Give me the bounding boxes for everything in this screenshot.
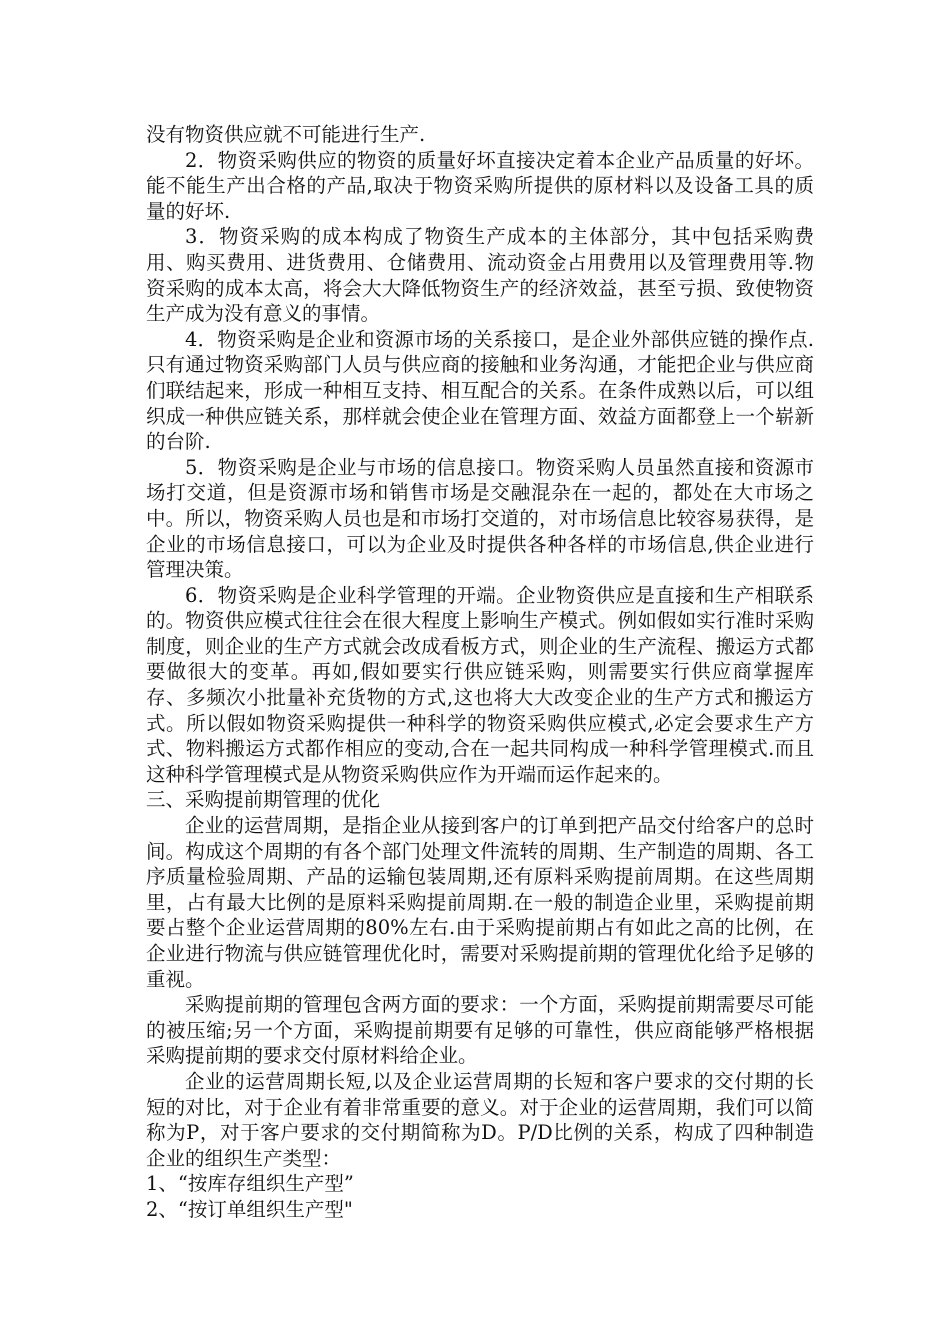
paragraph-point-4: 4．物资采购是企业和资源市场的关系接口，是企业外部供应链的操作点.只有通过物资采购部门人员与供应商的接触和业务沟通，才能把企业与供应商们联结起来，形成一种相互支持、相互配合的关系。在条件成熟以后，可以组织成一种供应链关系，那样就会使企业在管理方面、效益方面都登上一个崭新的台阶.	[146, 327, 814, 454]
document-page	[146, 122, 814, 1223]
section-heading: 三、采购提前期管理的优化	[146, 788, 381, 812]
paragraph-pd-ratio: 企业的运营周期长短,以及企业运营周期的长短和客户要求的交付期的长短的对比，对于企业有着非常重要的意义。对于企业的运营周期，我们可以简称为P，对于客户要求的交付期简称为D。P/D比例的关系，构成了四种制造企业的组织生产类型：	[146, 1069, 814, 1170]
paragraph-point-2: 2．物资采购供应的物资的质量好坏直接决定着本企业产品质量的好坏。能不能生产出合格的产品,取决于物资采购所提供的原材料以及设备工具的质量的好坏.	[146, 148, 814, 223]
paragraph-operating-cycle: 企业的运营周期，是指企业从接到客户的订单到把产品交付给客户的总时间。构成这个周期的有各个部门处理文件流转的周期、生产制造的周期、各工序质量检验周期、产品的运输包装周期,还有原料采购提前周期。在这些周期里，占有最大比例的是原料采购提前周期.在一般的制造企业里，采购提前期要占整个企业运营周期的80%左右.由于采购提前期占有如此之高的比例，在企业进行物流与供应链管理优化时，需要对采购提前期的管理优化给予足够的重视。	[146, 814, 814, 991]
paragraph-point-3: 3．物资采购的成本构成了物资生产成本的主体部分，其中包括采购费用、购买费用、进货费用、仓储费用、流动资金占用费用以及管理费用等.物资采购的成本太高，将会大大降低物资生产的经济效益，甚至亏损、致使物资生产成为没有意义的事情。	[146, 225, 814, 326]
paragraph-lead-time-requirements: 采购提前期的管理包含两方面的要求：一个方面，采购提前期需要尽可能的被压缩;另一个方面，采购提前期要有足够的可靠性，供应商能够严格根据采购提前期的要求交付原材料给企业。	[146, 993, 814, 1068]
list-item-make-to-order: 2、“按订单组织生产型"	[146, 1197, 353, 1221]
paragraph-point-6: 6．物资采购是企业科学管理的开端。企业物资供应是直接和生产相联系的。物资供应模式往往会在很大程度上影响生产模式。例如假如实行准时采购制度，则企业的生产方式就会改成看板方式，则企业的生产流程、搬运方式都要做很大的变革。再如,假如要实行供应链采购，则需要实行供应商掌握库存、多频次小批量补充货物的方式,这也将大大改变企业的生产方式和搬运方式。所以假如物资采购提供一种科学的物资采购供应模式,必定会要求生产方式、物料搬运方式都作相应的变动,合在一起共同构成一种科学管理模式.而且这种科学管理模式是从物资采购供应作为开端而运作起来的。	[146, 583, 814, 786]
paragraph-continuation: 没有物资供应就不可能进行生产.	[146, 123, 426, 146]
paragraph-point-5: 5．物资采购是企业与市场的信息接口。物资采购人员虽然直接和资源市场打交道，但是资源市场和销售市场是交融混杂在一起的，都处在大市场之中。所以，物资采购人员也是和市场打交道的，对市场信息比较容易获得，是企业的市场信息接口，可以为企业及时提供各种各样的市场信息,供企业进行管理决策。	[146, 455, 814, 582]
list-item-make-to-stock: 1、“按库存组织生产型”	[146, 1172, 354, 1196]
